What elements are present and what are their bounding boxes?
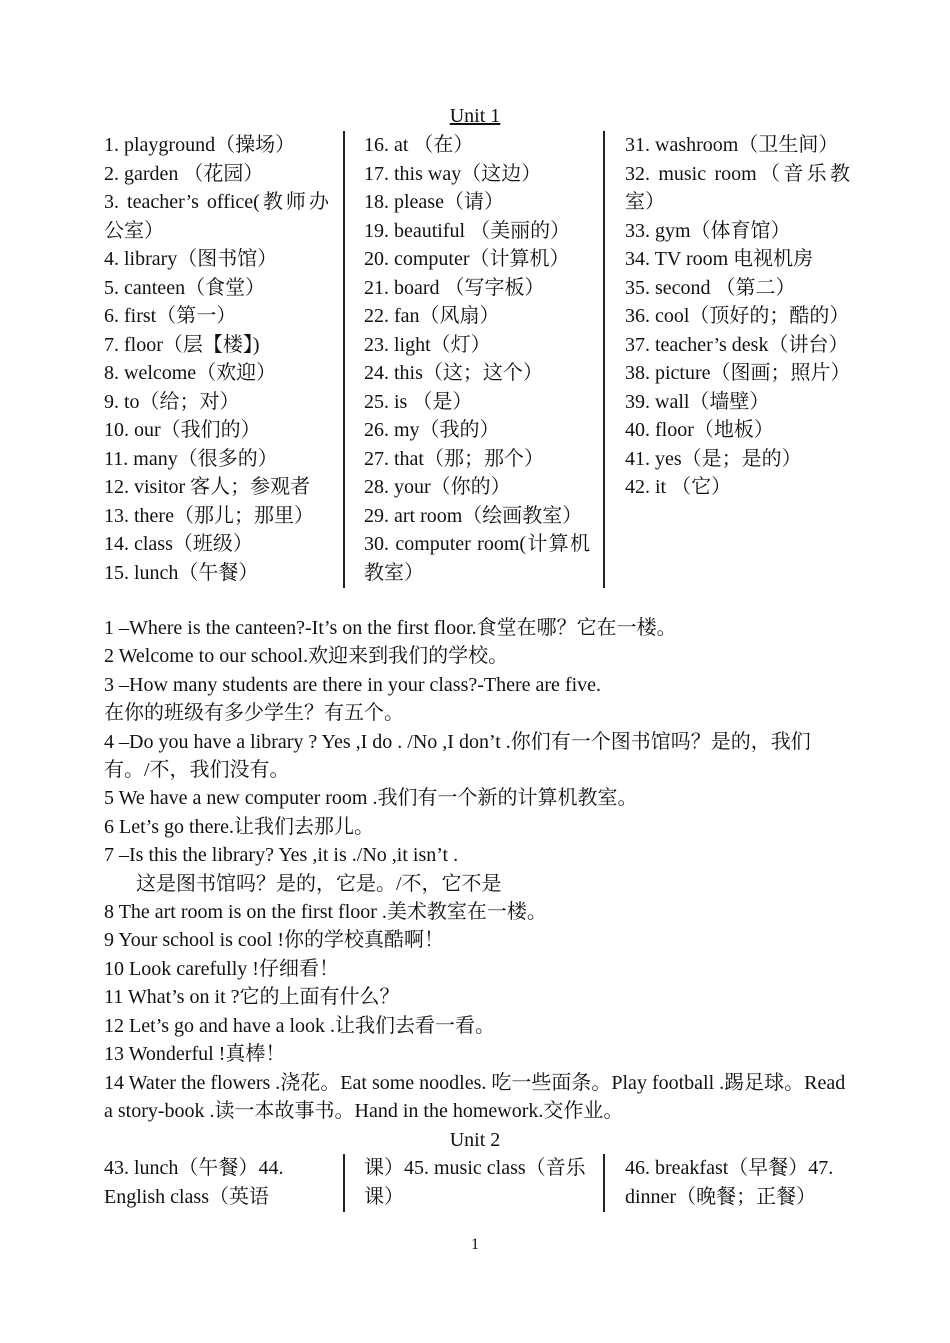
unit1-title: Unit 1 bbox=[449, 105, 501, 127]
vocab-item: 25. is （是） bbox=[364, 390, 473, 413]
sentence-line: 13 Wonderful !真棒！ bbox=[104, 1043, 286, 1066]
vocab-item: 20. computer（计算机） bbox=[364, 248, 570, 270]
vocab-item: 15. lunch（午餐） bbox=[104, 561, 259, 584]
sentence-line: 3 –How many students are there in your class?-There are five. bbox=[104, 673, 602, 696]
vocab-item: 17. this way（这边） bbox=[364, 162, 542, 185]
unit2-column-3 bbox=[625, 1154, 855, 1211]
vocab-item: 23. light（灯） bbox=[364, 333, 491, 356]
vocab-item: 47. dinner（晚餐；正餐） bbox=[625, 1157, 834, 1208]
vocab-item: 45. music class（音乐课） bbox=[364, 1157, 586, 1208]
page-number: 1 bbox=[471, 1236, 479, 1253]
sentence-line: 这是图书馆吗？是的，它是。/不，它不是 bbox=[136, 872, 502, 895]
sentence-line: 14 Water the flowers .浇花。Eat some noodles. 吃一些面条。Play football .踢足球。Read a story-book .读一本故事书。Hand in the homework.交作业。 bbox=[104, 1071, 846, 1122]
unit2-column-2 bbox=[364, 1154, 594, 1211]
sentence-line: 7 –Is this the library? Yes ,it is ./No ,it isn’t . bbox=[104, 844, 459, 867]
sentence-line: 11 What’s on it ?它的上面有什么？ bbox=[104, 986, 400, 1009]
vocab-item: 2. garden （花园） bbox=[104, 162, 264, 185]
vocab-item: 4. library（图书馆） bbox=[104, 248, 278, 270]
vocab-item: 19. beautiful （美丽的） bbox=[364, 219, 571, 242]
sentence-list bbox=[104, 614, 854, 1125]
vocab-item: 13. there（那儿；那里） bbox=[104, 504, 314, 527]
vocab-column-3 bbox=[625, 131, 850, 502]
vocab-column-2 bbox=[364, 131, 590, 587]
vocab-item: 24. this（这；这个） bbox=[364, 362, 543, 384]
vocab-item: 42. it （它） bbox=[625, 476, 732, 498]
vocab-item: 26. my（我的） bbox=[364, 419, 500, 441]
vocab-item: 1. playground（操场） bbox=[104, 134, 296, 156]
vocab-item: 44. English class（英语 bbox=[104, 1157, 284, 1208]
vocab-item: 7. floor（层【楼】) bbox=[104, 333, 260, 356]
vocab-item: 10. our（我们的） bbox=[104, 419, 261, 441]
vocab-item: 18. please（请） bbox=[364, 191, 504, 213]
vocab-item: 31. washroom（卫生间） bbox=[625, 134, 839, 156]
sentence-line: 6 Let’s go there.让我们去那儿。 bbox=[104, 815, 374, 838]
vocab-item: 39. wall（墙壁） bbox=[625, 390, 770, 413]
vocab-item: 30. computer room(计算机教室） bbox=[364, 533, 590, 584]
vocab-item: 12. visitor 客人；参观者 bbox=[104, 476, 311, 498]
vocab-item: 28. your（你的） bbox=[364, 476, 511, 498]
sentence-line: 4 –Do you have a library ? Yes ,I do . /No ,I don’t .你们有一个图书馆吗？是的，我们有。/不，我们没有。 bbox=[104, 730, 811, 782]
vocab-item: 32. music room（音乐教室） bbox=[625, 162, 850, 213]
vocab-item: 9. to（给；对） bbox=[104, 390, 240, 413]
sentence-line: 5 We have a new computer room .我们有一个新的计算机教室。 bbox=[104, 787, 638, 810]
vocab-item: 21. board （写字板） bbox=[364, 276, 545, 299]
unit2-column-1 bbox=[104, 1154, 329, 1211]
sentence-line: 1 –Where is the canteen?-It’s on the first floor.食堂在哪？它在一楼。 bbox=[104, 617, 677, 639]
vocab-item: 34. TV room 电视机房 bbox=[625, 248, 814, 270]
vocab-item: 16. at （在） bbox=[364, 134, 474, 156]
vocab-column-1 bbox=[104, 131, 329, 587]
column-divider bbox=[343, 131, 345, 588]
sentence-line: 9 Your school is cool !你的学校真酷啊！ bbox=[104, 929, 445, 952]
sentence-line: 8 The art room is on the first floor .美术教室在一楼。 bbox=[104, 901, 547, 924]
sentence-line: 在你的班级有多少学生？有五个。 bbox=[104, 702, 404, 725]
vocab-item: 38. picture（图画；照片） bbox=[625, 362, 851, 384]
sentence-line: 2 Welcome to our school.欢迎来到我们的学校。 bbox=[104, 645, 509, 668]
vocab-item: 29. art room（绘画教室） bbox=[364, 504, 583, 527]
vocab-item: 46. breakfast（早餐） bbox=[625, 1157, 809, 1179]
vocab-item: 33. gym（体育馆） bbox=[625, 219, 791, 242]
sentence-line: 12 Let’s go and have a look .让我们去看一看。 bbox=[104, 1014, 496, 1037]
vocab-item: 5. canteen（食堂） bbox=[104, 276, 266, 299]
column-divider bbox=[343, 1154, 345, 1212]
vocab-item: 35. second （第二） bbox=[625, 276, 796, 299]
vocab-item: 课） bbox=[364, 1157, 404, 1179]
vocab-item: 41. yes（是；是的） bbox=[625, 447, 802, 470]
unit2-title: Unit 2 bbox=[449, 1129, 501, 1151]
vocab-item: 3. teacher’s office(教师办公室） bbox=[104, 191, 329, 242]
column-divider bbox=[603, 1154, 605, 1212]
vocab-item: 36. cool（顶好的；酷的） bbox=[625, 305, 850, 327]
sentence-line: 10 Look carefully !仔细看！ bbox=[104, 957, 339, 980]
vocab-item: 14. class（班级） bbox=[104, 533, 253, 555]
vocab-item: 37. teacher’s desk（讲台） bbox=[625, 333, 849, 356]
vocab-item: 43. lunch（午餐） bbox=[104, 1157, 259, 1179]
vocab-item: 11. many（很多的） bbox=[104, 447, 278, 470]
vocab-item: 6. first（第一） bbox=[104, 305, 237, 327]
column-divider bbox=[603, 131, 605, 588]
vocab-item: 22. fan（风扇） bbox=[364, 305, 500, 327]
vocab-item: 40. floor（地板） bbox=[625, 419, 774, 441]
vocab-item: 8. welcome（欢迎） bbox=[104, 362, 277, 384]
vocab-item: 27. that（那；那个） bbox=[364, 447, 544, 470]
